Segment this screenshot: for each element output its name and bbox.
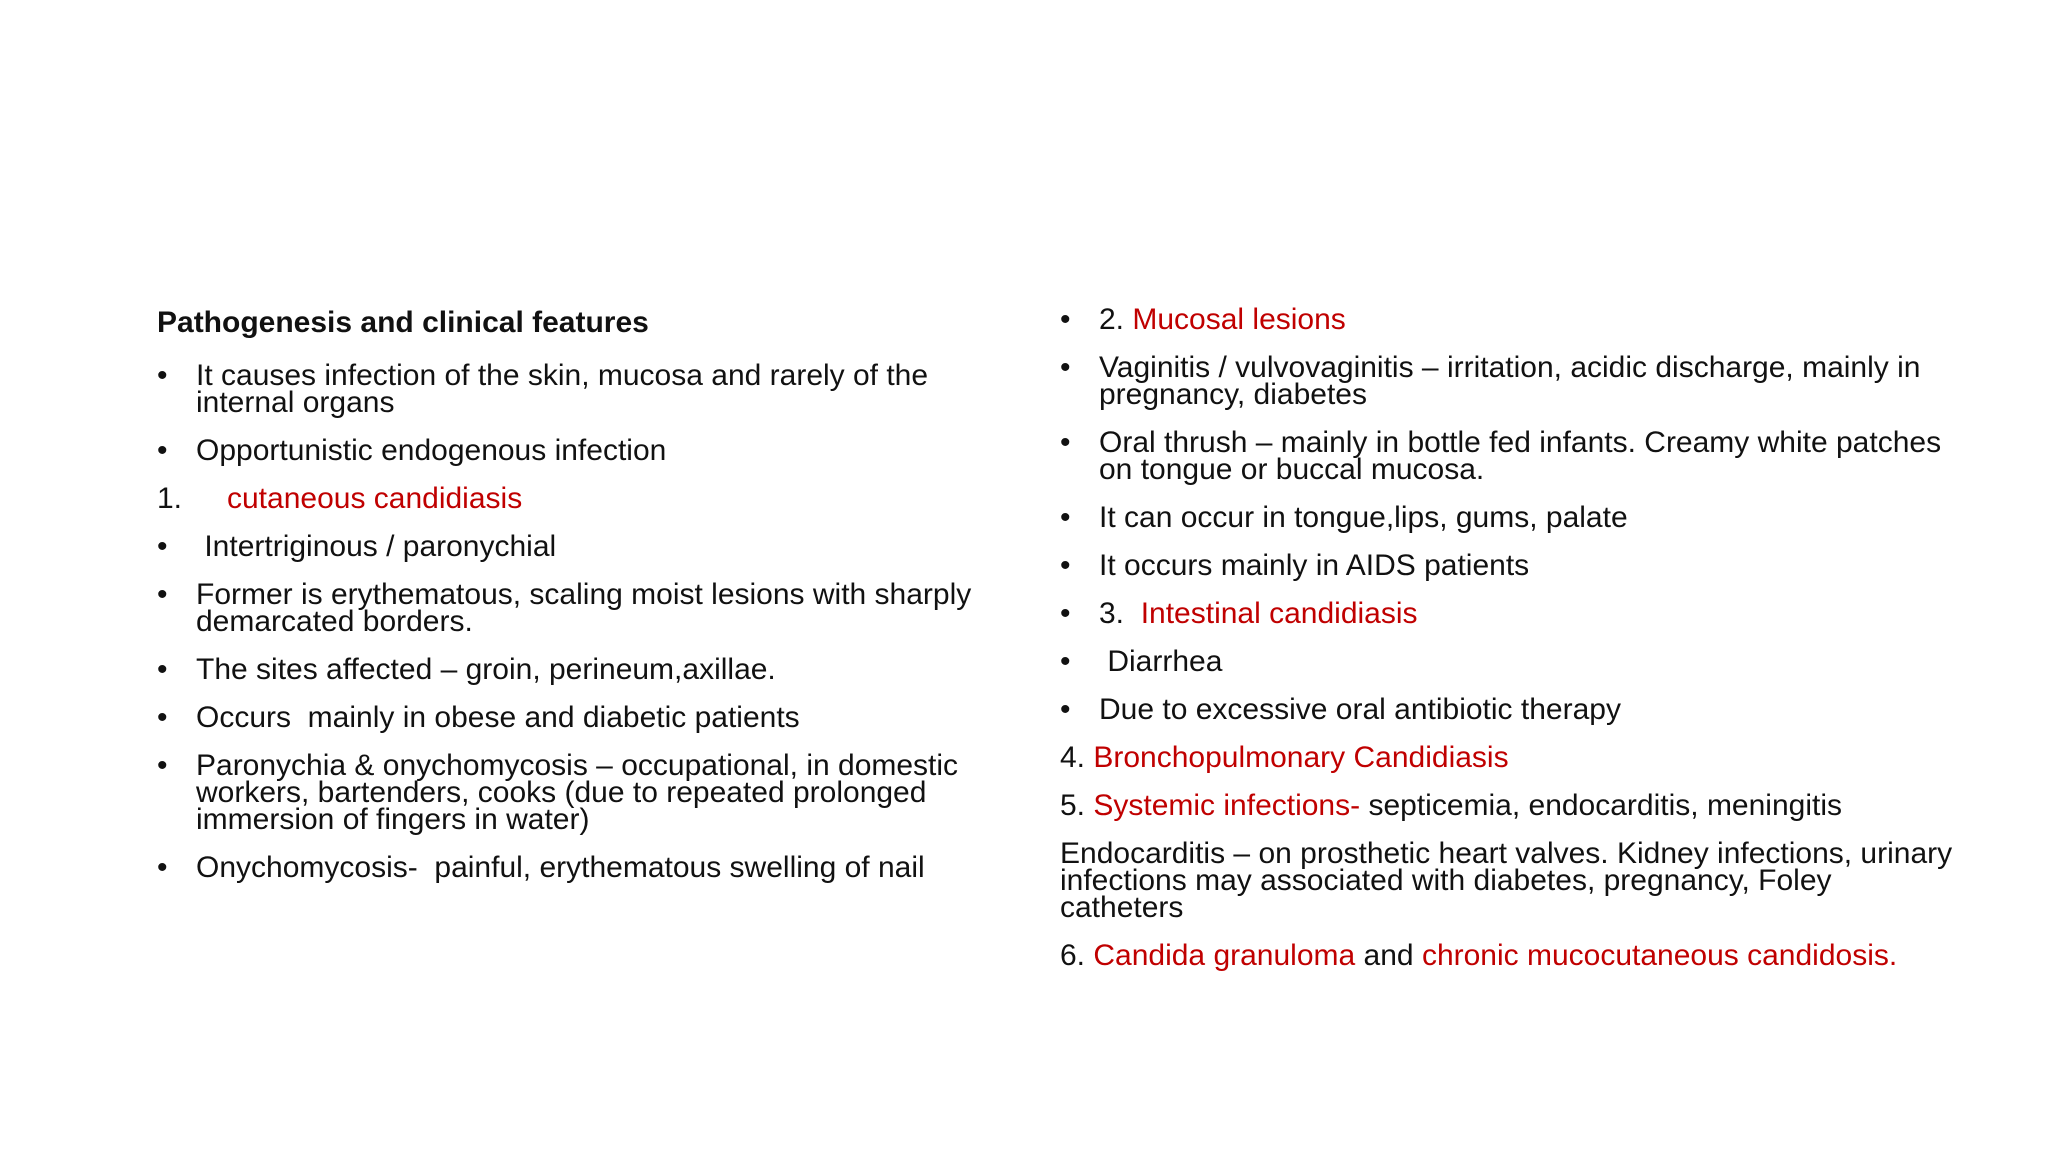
bullet-icon: • (157, 578, 168, 611)
left-column (157, 306, 1007, 902)
item-text: Diarrhea (1099, 645, 1223, 678)
item-text: It can occur in tongue,lips, gums, palate (1099, 501, 1628, 534)
item-text: Occurs mainly in obese and diabetic patients (196, 701, 800, 734)
item-text: and (1355, 939, 1422, 972)
item-prefix: 3. (1099, 597, 1141, 630)
list-item (1060, 693, 1960, 726)
item-text: Onychomycosis- painful, erythematous swelling of nail (196, 851, 925, 884)
item-text: Vaginitis / vulvovaginitis – irritation, acidic discharge, mainly in pregnancy, diabetes (1099, 351, 1921, 411)
item-number: 5. (1060, 789, 1094, 822)
bullet-icon: • (157, 359, 168, 392)
bullet-icon: • (157, 434, 168, 467)
item-text: Former is erythematous, scaling moist lesions with sharply demarcated borders. (196, 578, 972, 638)
item-text: Paronychia & onychomycosis – occupational, in domestic workers, bartenders, cooks (due to repeated prolonged immersion of fingers in water) (196, 749, 959, 836)
subsection-title: Bronchopulmonary Candidiasis (1093, 741, 1509, 774)
item-text: It causes infection of the skin, mucosa and rarely of the internal organs (196, 359, 929, 419)
item-prefix: 2. (1099, 303, 1133, 336)
bullet-icon: • (1060, 501, 1071, 534)
list-item (157, 749, 1007, 836)
list-item (1060, 351, 1960, 411)
bullet-icon: • (157, 701, 168, 734)
item-text: Endocarditis – on prosthetic heart valves. Kidney infections, urinary infections may associated with diabetes, pregnancy, Foley catheters (1060, 837, 1953, 924)
subsection-title: Candida granuloma (1093, 939, 1356, 972)
numbered-item (1060, 939, 1960, 972)
list-item (157, 359, 1007, 419)
list-item (1060, 303, 1960, 336)
right-column (1060, 303, 1960, 990)
item-number: 6. (1060, 939, 1094, 972)
numbered-item (157, 482, 1007, 515)
numbered-item (1060, 789, 1960, 822)
subsection-title: chronic mucocutaneous candidosis. (1421, 939, 1898, 972)
bullet-icon: • (1060, 303, 1071, 336)
list-item (1060, 645, 1960, 678)
paragraph (1060, 837, 1960, 924)
item-text: Intertriginous / paronychial (196, 530, 557, 563)
item-number: 1. (157, 482, 183, 515)
subsection-title: cutaneous candidiasis (227, 482, 523, 515)
item-text: Due to excessive oral antibiotic therapy (1099, 693, 1621, 726)
item-number: 4. (1060, 741, 1094, 774)
list-item (157, 434, 1007, 467)
bullet-icon: • (1060, 426, 1071, 459)
bullet-icon: • (157, 851, 168, 884)
subsection-title: Systemic infections- (1093, 789, 1361, 822)
subsection-title: Mucosal lesions (1132, 303, 1346, 336)
item-text: It occurs mainly in AIDS patients (1099, 549, 1530, 582)
bullet-icon: • (1060, 645, 1071, 678)
list-item (1060, 426, 1960, 486)
bullet-icon: • (1060, 351, 1071, 384)
item-text: Opportunistic endogenous infection (196, 434, 667, 467)
list-item (1060, 549, 1960, 582)
list-item (157, 851, 1007, 884)
section-heading: Pathogenesis and clinical features (157, 306, 649, 339)
bullet-icon: • (1060, 597, 1071, 630)
item-text: septicemia, endocarditis, meningitis (1360, 789, 1842, 822)
bullet-icon: • (1060, 693, 1071, 726)
list-item (157, 578, 1007, 638)
list-item (1060, 501, 1960, 534)
item-text: The sites affected – groin, perineum,axillae. (196, 653, 776, 686)
numbered-item (1060, 741, 1960, 774)
bullet-icon: • (1060, 549, 1071, 582)
list-item (1060, 597, 1960, 630)
list-item (157, 701, 1007, 734)
subsection-title: Intestinal candidiasis (1140, 597, 1418, 630)
bullet-icon: • (157, 530, 168, 563)
item-text: Oral thrush – mainly in bottle fed infants. Creamy white patches on tongue or buccal mucosa. (1099, 426, 1942, 486)
bullet-icon: • (157, 653, 168, 686)
bullet-icon: • (157, 749, 168, 782)
list-item (157, 530, 1007, 563)
list-item (157, 653, 1007, 686)
